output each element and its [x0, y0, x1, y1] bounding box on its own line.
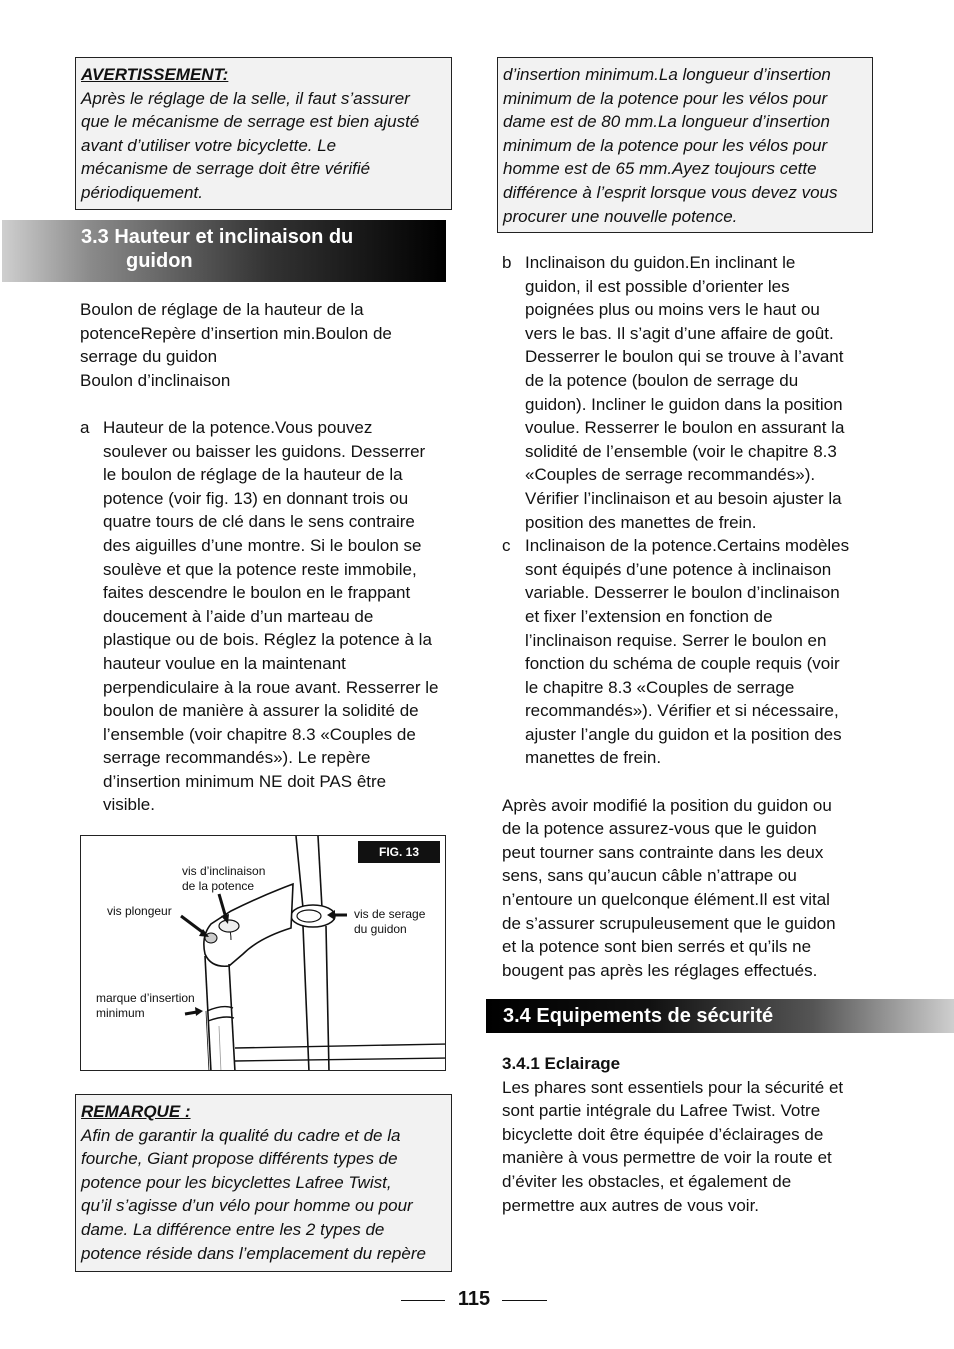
item-a-line: doucement à l’aide d’un marteau de [103, 606, 374, 626]
item-c-line: manettes de frein. [525, 748, 662, 768]
item-b-line: Vérifier l’inclinaison et au besoin ajuster la [525, 488, 842, 508]
item-a-line: soulever ou baisser les guidons. Desserrer [103, 441, 426, 461]
intro-line: serrage du guidon [80, 347, 218, 367]
note-line: fourche, Giant propose différents types de [81, 1149, 398, 1169]
after-para-line: de s’assurer scrupuleusement que le guidon [502, 913, 836, 933]
right-column-text [502, 251, 882, 982]
eclairage-line: permettre aux autres de vous voir. [502, 1195, 760, 1215]
note-cont-line: dame est de 80 mm.La longueur d’insertion [503, 112, 830, 132]
note-line: potence réside dans l’emplacement du repère [81, 1243, 426, 1263]
item-a-line: soulève et que la potence reste immobile, [103, 559, 417, 579]
item-a-line: visible. [103, 795, 155, 815]
list-item-c [502, 534, 882, 770]
note-cont-line: minimum de la potence pour les vélos pour [503, 88, 828, 108]
after-para-line: peut tourner sans contrainte dans les deux [502, 842, 824, 862]
after-para-line: et la potence sont bien serrés et qu’ils ne [502, 937, 812, 957]
item-b-line: de la potence (boulon de serrage du [525, 370, 799, 390]
label-line: marque d’insertion [96, 991, 195, 1005]
label-line: minimum [96, 1005, 145, 1020]
item-a-line: quatre tours de clé dans le sens contraire [103, 512, 415, 532]
list-label-b: b [502, 253, 512, 272]
after-para-line: Après avoir modifié la position du guidon ou [502, 795, 832, 815]
item-a-line: l’ensemble (voir chapitre 8.3 «Couples de [103, 724, 416, 744]
item-b-line: solidité de l’ensemble (voir le chapitre 8.3 [525, 441, 837, 461]
item-b-line: position des manettes de frein. [525, 512, 757, 532]
item-a-line: perpendiculaire à la roue avant. Resserrer le [103, 677, 439, 697]
note-line: qu’il s’agisse d’un vélo pour homme ou pour [81, 1196, 413, 1216]
item-b-line: guidon). Incliner le guidon dans la position [525, 394, 843, 414]
page-number-rule-right [502, 1300, 547, 1301]
page-number-rule-left [401, 1300, 445, 1301]
intro-line: Boulon d’inclinaison [80, 370, 231, 390]
warning-title: AVERTISSEMENT: [81, 65, 229, 84]
item-b-line: voulue. Resserrer le boulon en assurant la [525, 418, 845, 438]
item-a-line: le boulon de réglage de la hauteur de la [103, 465, 403, 485]
warning-line: avant d’utiliser votre bicyclette. Le [81, 135, 337, 155]
label-vis-inclinaison [182, 864, 265, 893]
warning-line: Après le réglage de la selle, il faut s’assurer [81, 88, 410, 108]
item-a-line: potence (voir fig. 13) en donnant trois ou [103, 488, 409, 508]
item-b-line: vers le bas. Il s’agit d’une affaire de goût. [525, 323, 834, 343]
label-vis-plongeur: vis plongeur [107, 904, 172, 918]
item-a-line: boulon de manière à assurer la solidité de [103, 701, 419, 721]
label-vis-serage [354, 907, 425, 936]
warning-line: mécanisme de serrage doit être vérifié [81, 159, 371, 179]
label-line: vis de serage [354, 907, 426, 921]
left-column-text [80, 298, 450, 817]
eclairage-line: d’éviter les obstacles, et également de [502, 1171, 792, 1191]
section-3-4-heading-text: 3.4 Equipements de sécurité [503, 1005, 774, 1027]
section-3-3-heading [2, 220, 446, 282]
item-b-line: Inclinaison du guidon.En inclinant le [525, 253, 796, 272]
label-line: de la potence [182, 878, 255, 893]
item-c-line: ajuster l’angle du guidon et la position des [525, 724, 842, 744]
item-c-line: et fixer l’extension en fonction de [525, 606, 773, 626]
list-item-a [80, 416, 450, 817]
section-3-4-heading [486, 999, 954, 1033]
note-continuation-box [497, 57, 873, 233]
note-continuation-text [503, 63, 872, 228]
item-a-line: des aiguilles d’une montre. Si le boulon se [103, 535, 422, 555]
note-cont-line: procurer une nouvelle potence. [503, 206, 738, 226]
item-a-line: plastique ou de bois. Réglez la potence à la [103, 630, 432, 650]
list-item-b [502, 251, 882, 534]
after-para-line: sens, sans qu’aucun câble n’attrape ou [502, 866, 797, 886]
section-3-4-1-title: 3.4.1 Eclairage [502, 1054, 621, 1073]
item-a-line: serrage recommandés»). Le repère [103, 748, 371, 768]
item-c-line: le chapitre 8.3 «Couples de serrage [525, 677, 795, 697]
after-para-line: n’entoure un quelconque élément.Il est vital [502, 890, 830, 910]
item-c-line: sont équipés d’une potence à inclinaison [525, 559, 832, 579]
warning-line: que le mécanisme de serrage est bien ajusté [81, 112, 420, 132]
item-b-line: Desserrer le boulon qui se trouve à l’avant [525, 347, 844, 367]
item-a-line: faites descendre le boulon en le frappant [103, 583, 411, 603]
warning-line: périodiquement. [81, 182, 203, 202]
item-a-line: d’insertion minimum NE doit PAS être [103, 771, 387, 791]
note-title: REMARQUE : [81, 1102, 191, 1121]
note-cont-line: homme est de 65 mm.Ayez toujours cette [503, 159, 817, 179]
item-c-line: Inclinaison de la potence.Certains modèles [525, 536, 850, 556]
intro-line: Boulon de réglage de la hauteur de la [80, 300, 364, 319]
item-c-line: recommandés»). Vérifier et si nécessaire, [525, 701, 839, 721]
figure-tag: FIG. 13 [358, 841, 440, 863]
section-3-4-1 [502, 1052, 882, 1217]
label-line: du guidon [354, 921, 407, 936]
note-line: dame. La différence entre les 2 types de [81, 1219, 385, 1239]
label-marque-insertion [96, 991, 195, 1020]
item-a-line: hauteur voulue en la maintenant [103, 653, 346, 673]
note-cont-line: d’insertion minimum.La longueur d’insertion [503, 65, 831, 84]
section-3-3-heading-line2: guidon [126, 250, 193, 272]
eclairage-line: bicyclette doit être équipée d’éclairages de [502, 1124, 824, 1144]
item-c-line: fonction du schéma de couple requis (voir [525, 654, 840, 674]
after-para-line: bougent pas après les réglages effectués. [502, 960, 818, 980]
after-para-line: de la potence assurez-vous que le guidon [502, 819, 817, 839]
page-number: 115 [457, 1288, 491, 1310]
label-line: vis d’inclinaison [182, 864, 266, 878]
note-cont-line: différence à l’esprit lorsque vous devez vous [503, 182, 838, 202]
item-c-line: l’inclinaison requise. Serrer le boulon en [525, 630, 827, 650]
eclairage-line: sont partie intégrale du Lafree Twist. Votre [502, 1101, 821, 1121]
item-b-line: poignées plus ou moins vers le haut ou [525, 300, 820, 320]
note-line: Afin de garantir la qualité du cadre et de la [81, 1125, 401, 1145]
item-a-line: Hauteur de la potence.Vous pouvez [103, 417, 373, 437]
figure-13 [80, 835, 446, 1071]
item-b-line: «Couples de serrage recommandés»). [525, 465, 816, 485]
eclairage-line: manière à vous permettre de voir la route et [502, 1148, 832, 1168]
item-b-line: guidon, il est possible d’orienter les [525, 276, 790, 296]
section-3-3-heading-line1: 3.3 Hauteur et inclinaison du [81, 226, 354, 248]
list-label-c: c [502, 536, 511, 556]
eclairage-line: Les phares sont essentiels pour la sécurité et [502, 1077, 844, 1097]
note-cont-line: minimum de la potence pour les vélos pour [503, 135, 828, 155]
note-line: potence pour les bicyclettes Lafree Twist, [81, 1172, 392, 1192]
list-label-a: a [80, 417, 90, 437]
intro-line: potenceRepère d’insertion min.Boulon de [80, 323, 392, 343]
warning-text [81, 63, 451, 205]
note-box [75, 1094, 452, 1272]
item-c-line: variable. Desserrer le boulon d’inclinaison [525, 583, 840, 603]
warning-box [75, 57, 452, 210]
note-text [81, 1100, 451, 1265]
